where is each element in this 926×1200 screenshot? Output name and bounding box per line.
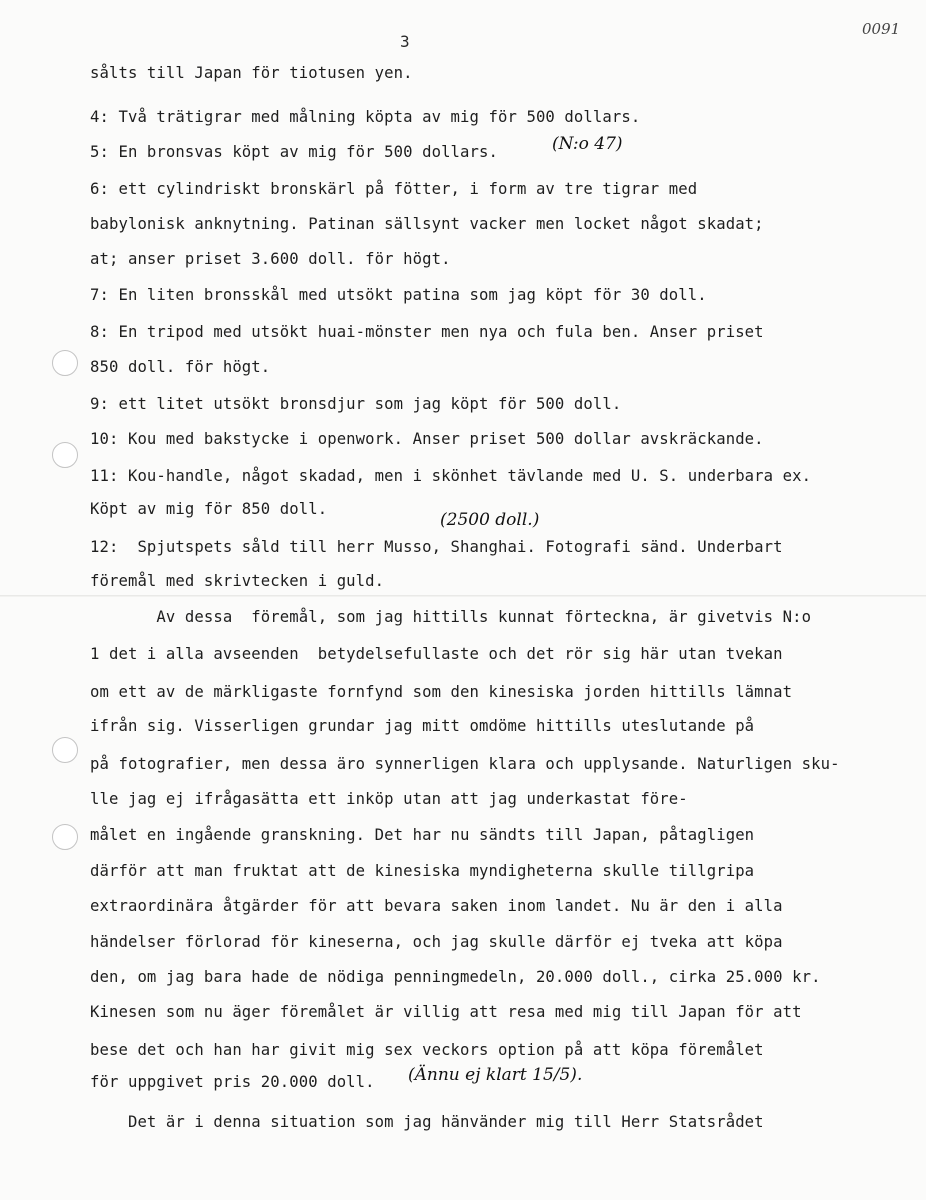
text-line: händelser förlorad för kineserna, och jag skulle därför ej tveka att köpa: [90, 933, 783, 951]
text-line: at; anser priset 3.600 doll. för högt.: [90, 250, 451, 268]
text-line: Av dessa föremål, som jag hittills kunnat förteckna, är givetvis N:o: [90, 608, 812, 626]
text-line: 11: Kou-handle, något skadad, men i skönhet tävlande med U. S. underbara ex.: [90, 467, 812, 485]
handwritten-note-closing: (Ännu ej klart 15/5).: [408, 1065, 583, 1085]
text-line: Köpt av mig för 850 doll.: [90, 500, 328, 518]
text-line: om ett av de märkligaste fornfynd som den kinesiska jorden hittills lämnat: [90, 683, 793, 701]
text-line: för uppgivet pris 20.000 doll.: [90, 1073, 375, 1091]
text-line: 6: ett cylindriskt bronskärl på fötter, i form av tre tigrar med: [90, 180, 698, 198]
punch-hole: [52, 737, 78, 763]
text-line: bese det och han har givit mig sex veckors option på att köpa föremålet: [90, 1041, 764, 1059]
text-line: sålts till Japan för tiotusen yen.: [90, 64, 413, 82]
text-line: Det är i denna situation som jag hänvänder mig till Herr Statsrådet: [90, 1113, 764, 1131]
text-line: 5: En bronsvas köpt av mig för 500 dollars.: [90, 143, 498, 161]
text-line: 850 doll. för högt.: [90, 358, 271, 376]
text-line: 4: Två trätigrar med målning köpta av mig för 500 dollars.: [90, 108, 641, 126]
text-line: föremål med skrivtecken i guld.: [90, 572, 385, 590]
text-line: målet en ingående granskning. Det har nu sändts till Japan, påtagligen: [90, 826, 755, 844]
punch-hole: [52, 824, 78, 850]
text-line: babylonisk anknytning. Patinan sällsynt vacker men locket något skadat;: [90, 215, 764, 233]
text-line: 8: En tripod med utsökt huai-mönster men nya och fula ben. Anser priset: [90, 323, 764, 341]
handwritten-note-item5: (N:o 47): [552, 134, 623, 154]
text-line: 10: Kou med bakstycke i openwork. Anser priset 500 dollar avskräckande.: [90, 430, 764, 448]
text-line: lle jag ej ifrågasätta ett inköp utan att jag underkastat före-: [90, 790, 688, 808]
text-line: Kinesen som nu äger föremålet är villig att resa med mig till Japan för att: [90, 1003, 802, 1021]
paper-fold: [0, 595, 926, 597]
text-line: 9: ett litet utsökt bronsdjur som jag köpt för 500 doll.: [90, 395, 622, 413]
handwritten-note-item12: (2500 doll.): [440, 510, 540, 530]
page-number: 3: [400, 32, 410, 51]
text-line: extraordinära åtgärder för att bevara saken inom landet. Nu är den i alla: [90, 897, 783, 915]
text-line: 12: Spjutspets såld till herr Musso, Shanghai. Fotografi sänd. Underbart: [90, 538, 783, 556]
text-line: därför att man fruktat att de kinesiska myndigheterna skulle tillgripa: [90, 862, 755, 880]
text-line: 1 det i alla avseenden betydelsefullaste och det rör sig här utan tvekan: [90, 645, 783, 663]
text-line: ifrån sig. Visserligen grundar jag mitt omdöme hittills uteslutande på: [90, 717, 755, 735]
text-line: 7: En liten bronsskål med utsökt patina som jag köpt för 30 doll.: [90, 286, 707, 304]
punch-hole: [52, 350, 78, 376]
punch-hole: [52, 442, 78, 468]
text-line: på fotografier, men dessa äro synnerligen klara och upplysande. Naturligen sku-: [90, 755, 840, 773]
text-line: den, om jag bara hade de nödiga penningmedeln, 20.000 doll., cirka 25.000 kr.: [90, 968, 821, 986]
archive-number: 0091: [862, 20, 901, 38]
